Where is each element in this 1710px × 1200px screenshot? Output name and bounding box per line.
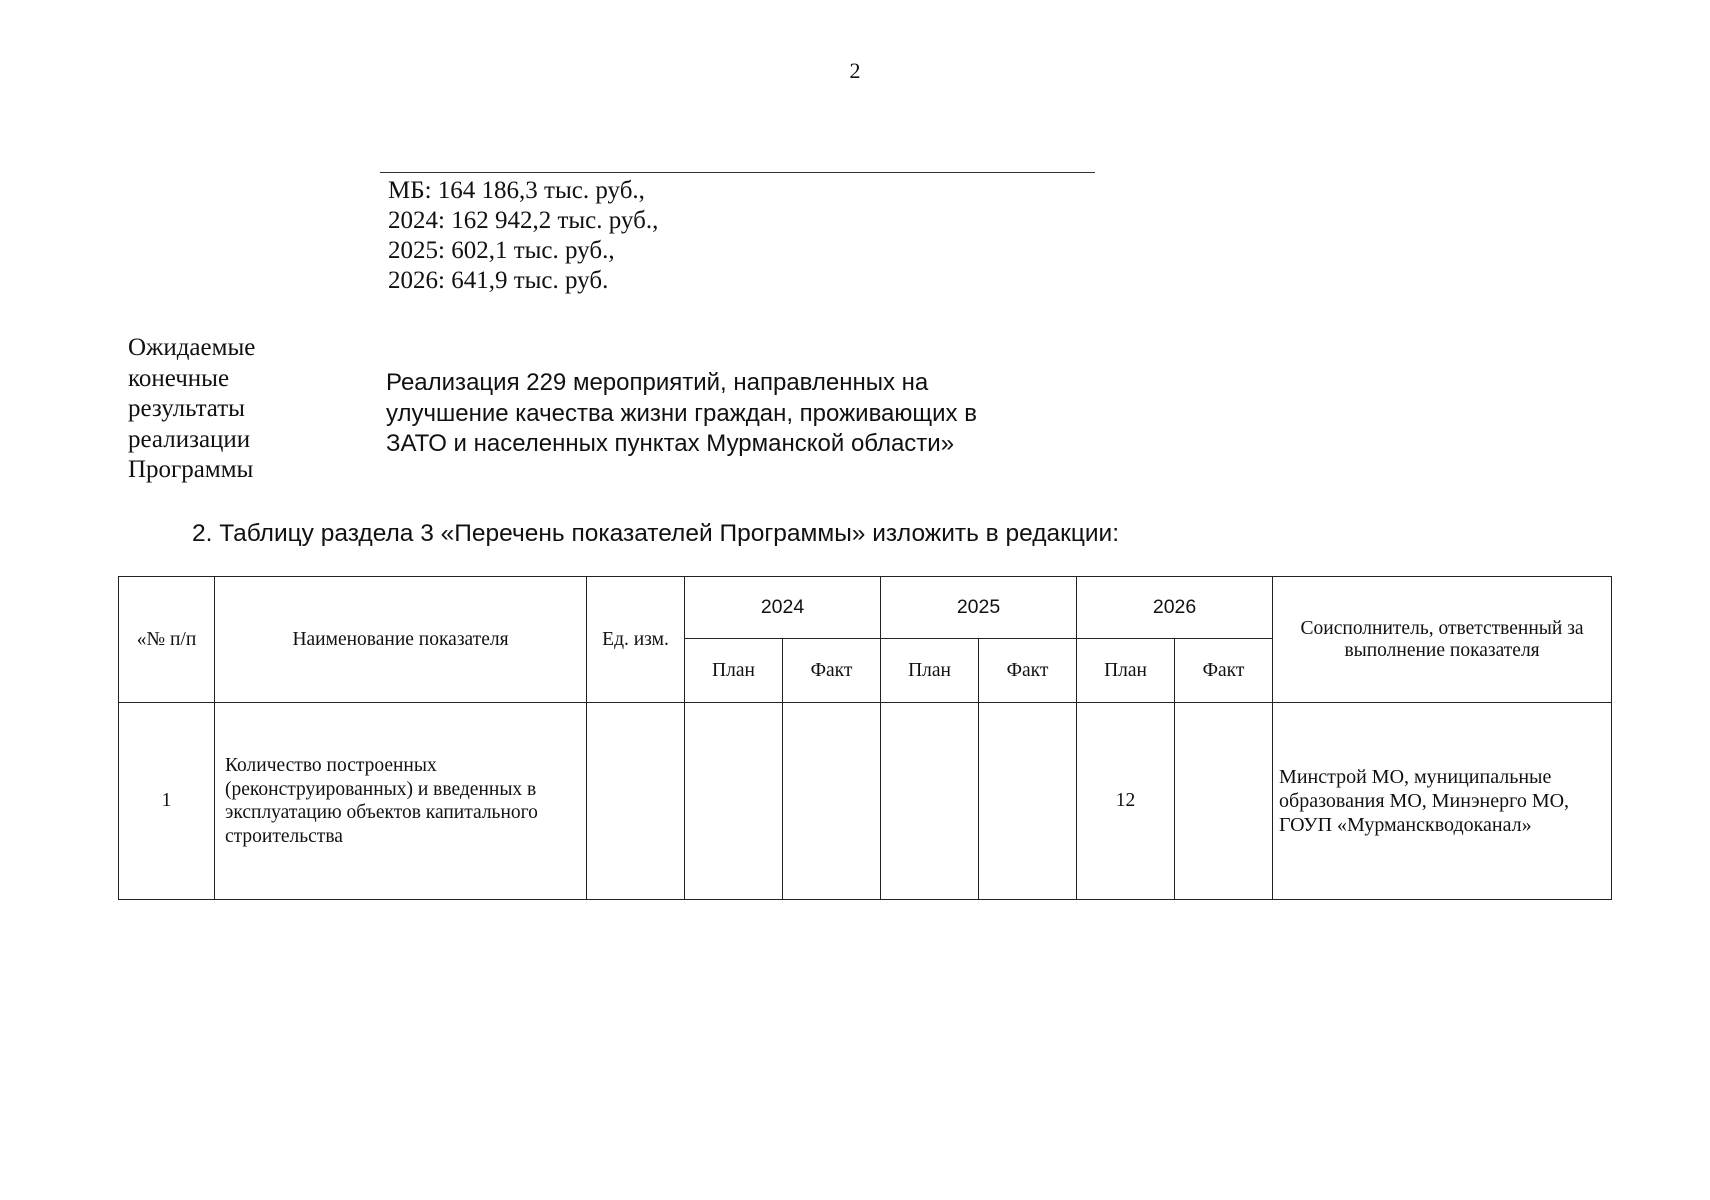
header-plan-2025: План	[881, 639, 979, 703]
page-number: 2	[849, 58, 861, 83]
cell-unit	[587, 703, 685, 900]
results-line: ЗАТО и населенных пунктах Мурманской области»	[386, 430, 955, 457]
funding-line-mb: МБ: 164 186,3 тыс. руб.,	[388, 177, 645, 204]
funding-line-2026: 2026: 641,9 тыс. руб.	[388, 267, 609, 294]
label-line: результаты	[128, 395, 245, 422]
funding-line-2024: 2024: 162 942,2 тыс. руб.,	[388, 207, 659, 234]
label-line: Ожидаемые	[128, 334, 256, 361]
expected-results-label	[128, 333, 358, 486]
label-line: Программы	[128, 456, 254, 483]
label-line: конечные	[128, 364, 230, 392]
cell-name: Количество построенных (реконструированных) и введенных в эксплуатацию объектов капитального строительства	[215, 703, 587, 900]
indicators-table	[118, 576, 1612, 900]
header-num: «№ п/п	[119, 577, 215, 703]
expected-results-text	[386, 368, 1066, 460]
header-fact-2025: Факт	[979, 639, 1077, 703]
cell-plan-2026: 12	[1077, 703, 1175, 900]
cell-fact-2025	[979, 703, 1077, 900]
header-unit: Ед. изм.	[587, 577, 685, 703]
results-line: Реализация 229 мероприятий, направленных на	[386, 369, 929, 396]
label-line: реализации	[128, 425, 251, 453]
header-year-2024: 2024	[685, 577, 881, 639]
header-name: Наименование показателя	[215, 577, 587, 703]
funding-line-2025: 2025: 602,1 тыс. руб.,	[388, 237, 615, 264]
header-year-2026: 2026	[1077, 577, 1273, 639]
top-rule-divider	[380, 172, 1095, 173]
header-plan-2026: План	[1077, 639, 1175, 703]
table-row	[119, 703, 1612, 900]
cell-num: 1	[119, 703, 215, 900]
header-fact-2026: Факт	[1175, 639, 1273, 703]
header-year-2025: 2025	[881, 577, 1077, 639]
header-plan-2024: План	[685, 639, 783, 703]
instruction-paragraph: 2. Таблицу раздела 3 «Перечень показателей Программы» изложить в редакции:	[192, 520, 1120, 547]
table-header-row	[119, 577, 1612, 639]
results-line: улучшение качества жизни граждан, проживающих в	[386, 399, 977, 427]
header-responsible: Соисполнитель, ответственный за выполнение показателя	[1273, 577, 1612, 703]
cell-plan-2025	[881, 703, 979, 900]
cell-responsible: Минстрой МО, муниципальные образования МО, Минэнерго МО, ГОУП «Мурманскводоканал»	[1273, 703, 1612, 900]
cell-plan-2024	[685, 703, 783, 900]
header-fact-2024: Факт	[783, 639, 881, 703]
cell-fact-2024	[783, 703, 881, 900]
cell-fact-2026	[1175, 703, 1273, 900]
